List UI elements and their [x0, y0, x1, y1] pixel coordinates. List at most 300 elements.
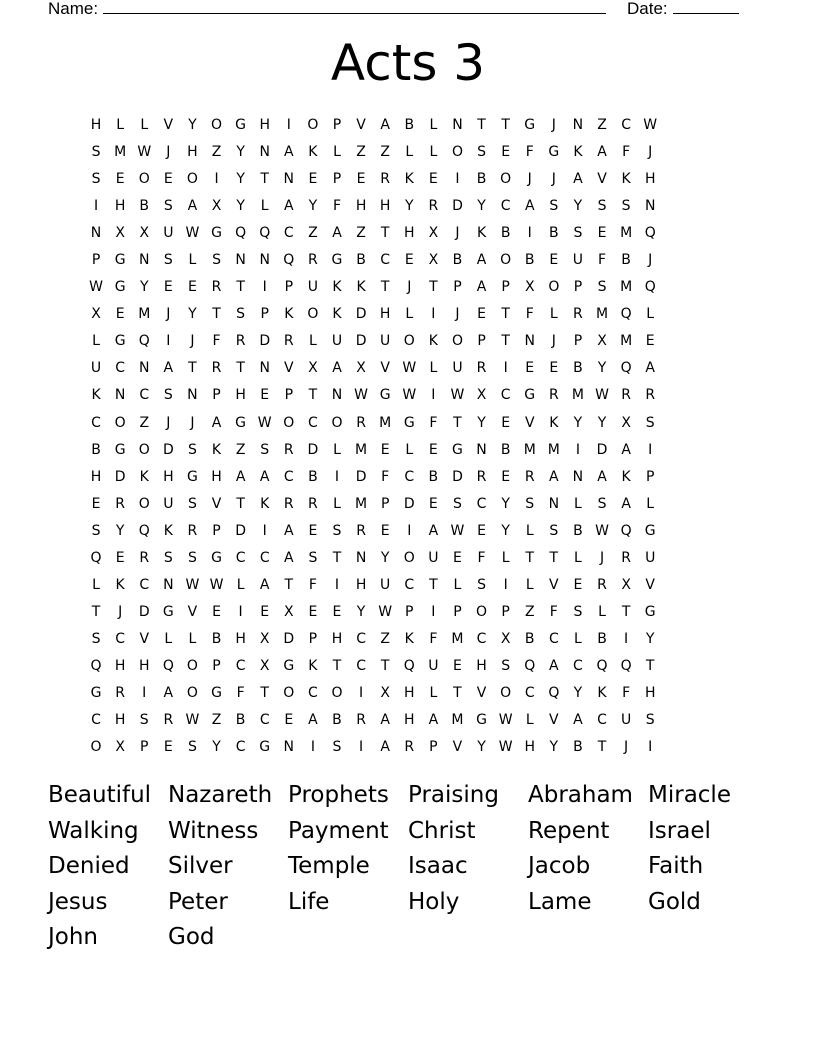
grid-letter: P — [573, 279, 583, 296]
grid-letter: X — [115, 739, 125, 756]
word-bank-item: Praising — [408, 782, 499, 808]
grid-letter: U — [380, 333, 391, 350]
grid-letter: K — [91, 387, 101, 404]
grid-letter: T — [212, 306, 221, 323]
grid-letter: F — [622, 144, 631, 161]
grid-letter: T — [380, 657, 390, 674]
grid-letter: E — [477, 306, 486, 323]
grid-letter: K — [332, 279, 342, 296]
grid-letter: T — [380, 279, 390, 296]
grid-letter: E — [115, 549, 125, 566]
grid-letter: Y — [236, 198, 245, 215]
word-bank-item: Repent — [528, 817, 610, 844]
grid-letter: E — [163, 279, 173, 296]
grid-letter: K — [139, 468, 149, 485]
grid-letter: I — [648, 441, 653, 458]
grid-letter: K — [549, 414, 559, 431]
word-bank-item: God — [168, 924, 215, 951]
grid-letter: Q — [162, 657, 174, 674]
grid-letter: E — [163, 171, 173, 188]
grid-letter: L — [236, 576, 245, 593]
grid-letter: J — [648, 144, 653, 161]
grid-letter: V — [211, 495, 222, 512]
word-bank-item: Nazareth — [168, 782, 273, 808]
grid-letter: R — [476, 360, 487, 377]
grid-letter: P — [453, 603, 462, 620]
grid-letter: S — [477, 576, 486, 593]
grid-letter: T — [597, 739, 607, 756]
grid-letter: J — [166, 414, 171, 431]
grid-letter: L — [308, 333, 317, 350]
grid-letter: L — [92, 333, 100, 350]
grid-letter: R — [163, 712, 174, 729]
grid-letter: N — [572, 117, 584, 133]
word-bank-item: John — [48, 924, 99, 951]
grid-letter: U — [163, 225, 174, 242]
grid-letter: C — [476, 495, 487, 512]
grid-letter: P — [308, 630, 318, 647]
grid-letter: C — [404, 468, 415, 485]
grid-letter: C — [308, 414, 318, 431]
grid-letter: E — [428, 495, 438, 512]
grid-letter: B — [139, 198, 150, 215]
grid-letter: Q — [259, 225, 271, 242]
grid-letter: F — [429, 630, 438, 647]
grid-row — [84, 464, 662, 491]
grid-letter: E — [115, 306, 125, 323]
grid-letter: U — [90, 360, 102, 377]
grid-letter: E — [356, 171, 366, 188]
grid-letter: Y — [188, 117, 197, 133]
grid-letter: S — [597, 198, 607, 215]
grid-letter: Y — [501, 522, 510, 539]
grid-letter: P — [501, 603, 510, 620]
grid-letter: Y — [549, 739, 559, 756]
grid-letter: K — [211, 441, 222, 458]
grid-letter: A — [645, 360, 655, 377]
grid-letter: T — [236, 495, 245, 512]
grid-letter: K — [332, 306, 342, 323]
grid-letter: Y — [115, 522, 125, 539]
grid-row — [84, 247, 662, 274]
grid-letter: S — [573, 603, 583, 620]
grid-letter: E — [91, 495, 101, 512]
grid-letter: R — [115, 684, 125, 701]
grid-letter: E — [477, 522, 486, 539]
grid-letter: A — [524, 198, 535, 215]
grid-letter: A — [476, 279, 487, 296]
word-bank-item: Christ — [408, 817, 476, 844]
grid-letter: L — [574, 549, 582, 566]
grid-letter: W — [257, 414, 272, 431]
grid-letter: R — [211, 279, 222, 296]
grid-letter: G — [235, 117, 247, 133]
grid-letter: Q — [596, 657, 608, 674]
grid-letter: T — [501, 306, 510, 323]
grid-letter: S — [597, 495, 607, 512]
grid-letter: R — [211, 360, 222, 377]
grid-letter: M — [523, 441, 536, 458]
grid-letter: X — [284, 603, 294, 620]
grid-row — [84, 112, 662, 139]
grid-letter: Q — [138, 333, 150, 350]
grid-letter: W — [498, 739, 513, 756]
grid-letter: E — [428, 171, 438, 188]
grid-letter: L — [333, 441, 341, 458]
word-bank-item: Lame — [528, 888, 592, 915]
grid-row — [84, 382, 662, 409]
grid-letter: K — [476, 225, 487, 242]
grid-letter: G — [524, 387, 536, 404]
grid-letter: B — [332, 712, 342, 729]
grid-letter: G — [114, 333, 126, 350]
grid-letter: A — [284, 198, 294, 215]
grid-letter: S — [453, 495, 462, 512]
word-bank-item: Beautiful — [48, 782, 152, 808]
grid-letter: T — [188, 360, 197, 377]
grid-letter: L — [429, 117, 438, 133]
grid-letter: X — [115, 225, 125, 242]
grid-letter: B — [476, 171, 487, 188]
grid-letter: Y — [356, 603, 366, 620]
grid-letter: A — [332, 360, 342, 377]
grid-letter: T — [621, 603, 631, 620]
grid-letter: K — [573, 144, 583, 161]
grid-letter: G — [162, 603, 174, 620]
grid-letter: A — [187, 198, 198, 215]
grid-letter: J — [166, 144, 171, 161]
grid-letter: P — [453, 279, 462, 296]
grid-letter: O — [500, 171, 512, 188]
grid-letter: A — [621, 495, 631, 512]
word-bank-item: Holy — [408, 888, 460, 915]
grid-letter: O — [331, 414, 343, 431]
grid-letter: W — [209, 576, 224, 593]
grid-letter: T — [332, 657, 342, 674]
grid-letter: Q — [524, 657, 536, 674]
grid-row — [84, 328, 662, 355]
grid-letter: H — [404, 225, 415, 242]
grid-letter: V — [356, 117, 366, 133]
grid-letter: C — [139, 576, 150, 593]
grid-letter: O — [186, 657, 198, 674]
grid-letter: C — [283, 225, 294, 242]
grid-letter: E — [453, 657, 462, 674]
grid-letter: A — [284, 549, 294, 566]
grid-letter: Q — [548, 684, 560, 701]
grid-letter: B — [452, 252, 463, 269]
grid-letter: O — [548, 279, 560, 296]
grid-letter: V — [139, 630, 150, 647]
grid-letter: T — [380, 225, 390, 242]
grid-letter: V — [597, 171, 607, 188]
grid-letter: H — [644, 684, 656, 701]
grid-letter: N — [283, 739, 295, 756]
grid-letter: W — [185, 712, 200, 729]
grid-letter: M — [451, 630, 464, 647]
grid-letter: O — [138, 495, 150, 512]
grid-letter: H — [379, 306, 391, 323]
grid-letter: K — [404, 630, 414, 647]
grid-letter: S — [332, 522, 342, 539]
grid-letter: V — [163, 117, 174, 133]
grid-letter: T — [91, 603, 101, 620]
grid-letter: M — [620, 225, 633, 242]
grid-letter: P — [501, 279, 510, 296]
grid-letter: C — [500, 198, 511, 215]
grid-letter: F — [332, 198, 342, 215]
grid-letter: I — [624, 630, 629, 647]
grid-letter: B — [524, 630, 535, 647]
grid-letter: L — [260, 198, 269, 215]
grid-letter: G — [211, 684, 222, 701]
grid-letter: N — [331, 387, 343, 404]
grid-letter: L — [574, 495, 582, 512]
grid-letter: I — [503, 360, 508, 377]
grid-letter: U — [380, 576, 391, 593]
grid-letter: Q — [283, 252, 295, 269]
grid-letter: Q — [90, 657, 102, 674]
grid-row — [84, 139, 662, 166]
date-field — [627, 0, 739, 19]
grid-letter: C — [380, 252, 391, 269]
grid-letter: R — [645, 387, 656, 404]
grid-letter: E — [501, 414, 511, 431]
grid-letter: L — [405, 441, 414, 458]
grid-letter: I — [575, 441, 580, 458]
grid-letter: H — [355, 576, 367, 593]
name-blank-line — [103, 0, 606, 14]
grid-letter: Z — [356, 225, 366, 242]
grid-letter: W — [402, 387, 417, 404]
name-field — [48, 0, 606, 19]
word-bank-item: Walking — [48, 817, 139, 844]
grid-letter: P — [91, 252, 101, 269]
grid-letter: A — [549, 657, 559, 674]
grid-letter: S — [549, 198, 559, 215]
grid-letter: S — [477, 144, 486, 161]
grid-row — [84, 410, 662, 437]
word-bank-item: Israel — [648, 817, 711, 844]
grid-letter: K — [597, 684, 607, 701]
grid-letter: L — [333, 495, 341, 512]
grid-letter: X — [308, 360, 318, 377]
grid-letter: F — [525, 306, 534, 323]
grid-letter: Z — [380, 630, 390, 647]
grid-letter: C — [548, 630, 559, 647]
grid-letter: E — [187, 279, 197, 296]
grid-letter: H — [211, 468, 222, 485]
grid-letter: G — [644, 522, 656, 539]
grid-letter: E — [163, 739, 173, 756]
grid-letter: N — [138, 360, 150, 377]
grid-letter: T — [501, 333, 510, 350]
grid-letter: I — [166, 333, 171, 350]
word-bank-item: Prophets — [288, 782, 389, 808]
grid-letter: R — [597, 576, 607, 593]
grid-letter: X — [428, 252, 439, 269]
grid-letter: B — [621, 252, 631, 269]
grid-letter: I — [310, 739, 315, 756]
grid-letter: P — [645, 468, 655, 485]
grid-letter: L — [405, 144, 414, 161]
grid-letter: B — [549, 225, 559, 242]
grid-letter: E — [549, 252, 559, 269]
grid-letter: D — [355, 468, 367, 485]
grid-letter: I — [431, 603, 436, 620]
grid-row — [84, 166, 662, 193]
grid-letter: F — [236, 684, 245, 701]
grid-letter: A — [284, 144, 294, 161]
grid-letter: E — [645, 333, 655, 350]
grid-letter: T — [260, 171, 269, 188]
grid-letter: C — [91, 414, 101, 431]
grid-letter: R — [283, 495, 294, 512]
grid-letter: J — [551, 117, 556, 133]
grid-letter: L — [525, 712, 534, 729]
grid-letter: Y — [477, 739, 486, 756]
grid-letter: B — [211, 630, 222, 647]
grid-letter: M — [620, 333, 633, 350]
grid-letter: I — [431, 306, 436, 323]
grid-letter: K — [284, 306, 294, 323]
grid-letter: N — [259, 252, 270, 269]
grid-letter: F — [597, 252, 607, 269]
grid-letter: W — [402, 360, 417, 377]
grid-letter: I — [359, 684, 364, 701]
grid-letter: A — [476, 252, 487, 269]
grid-letter: Y — [597, 360, 607, 377]
grid-letter: N — [163, 576, 174, 593]
grid-letter: H — [259, 117, 270, 133]
grid-letter: O — [451, 333, 463, 350]
word-bank-item: Isaac — [408, 853, 468, 880]
grid-letter: J — [407, 279, 412, 296]
grid-letter: X — [380, 684, 390, 701]
grid-letter: S — [187, 441, 197, 458]
grid-letter: J — [190, 414, 195, 431]
grid-letter: B — [404, 117, 415, 133]
grid-letter: S — [187, 739, 197, 756]
grid-letter: K — [308, 144, 318, 161]
grid-letter: D — [114, 468, 126, 485]
grid-letter: M — [620, 279, 633, 296]
grid-letter: A — [380, 117, 390, 133]
grid-letter: T — [260, 684, 269, 701]
grid-letter: T — [332, 549, 342, 566]
grid-letter: I — [527, 225, 532, 242]
grid-letter: V — [187, 603, 198, 620]
grid-letter: X — [259, 657, 270, 674]
grid-letter: L — [453, 576, 462, 593]
grid-letter: E — [308, 603, 318, 620]
grid-letter: C — [283, 468, 294, 485]
grid-letter: D — [162, 441, 174, 458]
grid-letter: I — [407, 522, 412, 539]
grid-letter: T — [236, 360, 245, 377]
grid-letter: Y — [236, 144, 245, 161]
grid-letter: R — [308, 252, 318, 269]
grid-row — [84, 653, 662, 680]
grid-letter: L — [646, 306, 655, 323]
grid-letter: Q — [403, 657, 415, 674]
grid-letter: I — [359, 739, 364, 756]
grid-letter: X — [139, 225, 150, 242]
grid-letter: D — [235, 522, 246, 539]
grid-letter: W — [498, 712, 513, 729]
grid-row — [84, 680, 662, 707]
grid-letter: G — [259, 739, 271, 756]
grid-letter: J — [624, 739, 629, 756]
grid-letter: J — [599, 549, 605, 566]
grid-letter: Y — [139, 279, 149, 296]
grid-letter: Y — [573, 198, 583, 215]
grid-letter: Y — [236, 171, 245, 188]
grid-letter: T — [308, 387, 318, 404]
grid-letter: A — [380, 712, 390, 729]
grid-letter: X — [500, 630, 511, 647]
grid-letter: O — [307, 306, 319, 323]
grid-letter: F — [622, 684, 631, 701]
grid-letter: L — [164, 630, 173, 647]
grid-letter: B — [428, 468, 439, 485]
grid-letter: H — [163, 468, 174, 485]
grid-letter: Y — [308, 198, 318, 215]
grid-letter: O — [500, 252, 512, 269]
grid-letter: I — [503, 576, 508, 593]
grid-letter: G — [90, 684, 102, 701]
grid-letter: C — [235, 657, 246, 674]
grid-letter: U — [428, 549, 439, 566]
grid-letter: B — [500, 441, 511, 458]
grid-letter: C — [573, 657, 583, 674]
grid-letter: S — [187, 549, 197, 566]
grid-letter: A — [332, 225, 342, 242]
grid-letter: R — [524, 468, 535, 485]
grid-letter: L — [429, 144, 438, 161]
grid-letter: E — [332, 603, 342, 620]
grid-row — [84, 707, 662, 734]
word-bank-item: Miracle — [648, 782, 731, 808]
grid-letter: X — [428, 225, 439, 242]
grid-letter: C — [621, 117, 631, 133]
grid-letter: L — [188, 630, 197, 647]
grid-letter: R — [115, 495, 125, 512]
grid-letter: L — [405, 306, 414, 323]
grid-letter: D — [138, 603, 150, 620]
grid-letter: Q — [620, 522, 632, 539]
grid-letter: P — [429, 739, 438, 756]
grid-letter: X — [211, 198, 222, 215]
grid-letter: M — [355, 441, 368, 458]
grid-letter: A — [380, 739, 390, 756]
grid-letter: N — [476, 441, 487, 458]
grid-letter: O — [476, 603, 488, 620]
grid-letter: L — [549, 306, 558, 323]
grid-letter: R — [308, 495, 318, 512]
grid-letter: N — [138, 252, 150, 269]
grid-letter: G — [114, 441, 126, 458]
grid-row — [84, 572, 662, 599]
grid-letter: A — [573, 712, 583, 729]
grid-letter: T — [236, 279, 245, 296]
grid-letter: M — [595, 306, 609, 323]
grid-letter: T — [477, 117, 486, 133]
grid-letter: R — [356, 712, 366, 729]
grid-letter: L — [140, 117, 149, 133]
grid-letter: H — [379, 198, 391, 215]
grid-letter: D — [403, 495, 415, 512]
